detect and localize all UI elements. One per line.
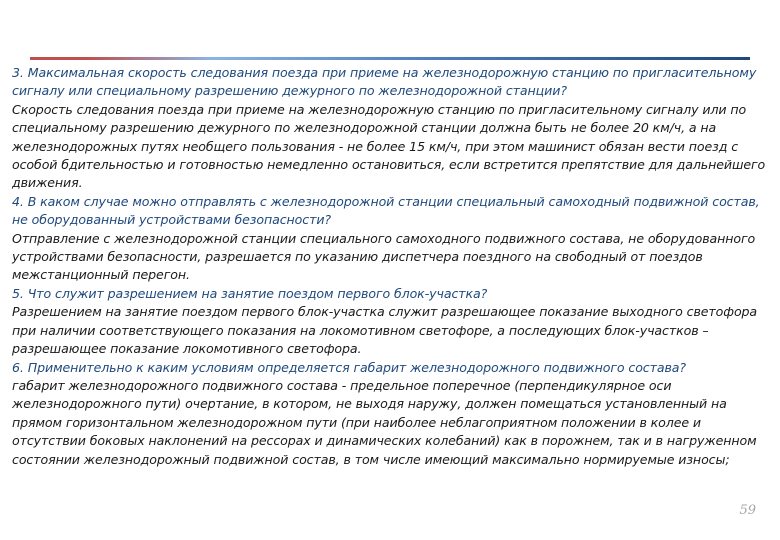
answer-5: Разрешением на занятие поездом первого блок-участка служит разрешающее показание выходного светофора при наличии соответствующего показания на локомотивном светофоре, а последующих блок-участков – разрешающее показание локомотивного светофора. [12, 304, 758, 357]
answer-3: Скорость следования поезда при приеме на железнодорожную станцию по пригласительному сигналу или по специальному разрешению дежурного по железнодорожной станции должна быть не более 20 км/ч, а на железнодорожных путях необщего пользования - не более 15 км/ч, при этом машинист обязан вести поезд с особой бдительностью и готовностью немедленно остановиться, если встретится препятствие для дальнейшего движения. [12, 101, 766, 191]
question-3: 3. Максимальная скорость следования поезда при приеме на железнодорожную станцию по пригласительному сигналу или специальному разрешению дежурного по железнодорожной станции? [12, 65, 757, 99]
page-number: 59 [739, 503, 756, 518]
question-6: 6. Применительно к каким условиям определяется габарит железнодорожного подвижного состава? [12, 359, 687, 375]
title-accent-line [30, 57, 750, 60]
answer-6: габарит железнодорожного подвижного состава - предельное поперечное (перпендикулярное оси железнодорожного пути) очертание, в котором, не выходя наружу, должен помещаться установленный на прямом горизонтальном железнодорожном пути (при наиболее неблагоприятном положении в колее и отсутствии боковых наклонений на рессорах и динамических колебаний) как в порожнем, так и в нагруженном состоянии железнодорожный подвижной состав, в том числе имеющий максимально нормируемые износы; [12, 377, 757, 467]
answer-4: Отправление с железнодорожной станции специального самоходного подвижного состава, не оборудованного устройствами безопасности, разрешается по указанию диспетчера поездного на свободный от поездов межстанционный перегон. [12, 230, 756, 283]
question-5: 5. Что служит разрешением на занятие поездом первого блок-участка? [12, 285, 488, 301]
question-4: 4. В каком случае можно отправлять с железнодорожной станции специальный самоходный подвижной состав, не оборудованный устройствами безопасности? [12, 193, 760, 228]
document-body [12, 64, 770, 469]
